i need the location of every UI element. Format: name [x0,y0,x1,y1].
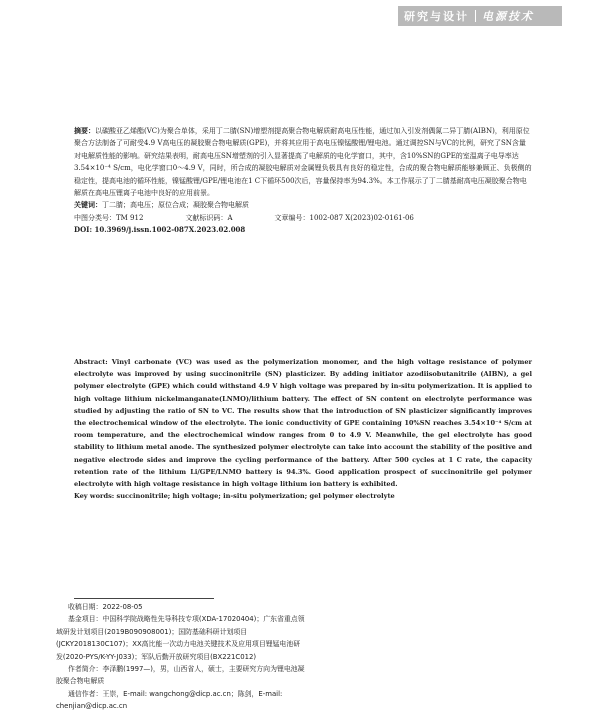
clc-value: TM 912 [116,213,144,222]
english-abstract-block [74,356,532,502]
english-keywords [74,490,532,502]
article-number-label: 文章编号： [274,213,310,222]
chinese-abstract-label: 摘要： [74,126,95,135]
chinese-keywords-label: 关键词： [74,200,102,210]
classification-row [74,212,532,224]
chinese-abstract-text: 以碳酸亚乙烯酯(VC)为聚合单体，采用丁二腈(SN)增塑剂提高聚合物电解质耐高电压性能，通过加入引发剂偶氮二异丁腈(AIBN)，利用原位聚合方法制备了可耐受4.9 V高电压的凝胶聚合物电解质(GPE)，并将其应用于高电压镍锰酸锂/锂电池。通过调控SN与VC的比例，研究了SN含量对电解质性能的影响。研究结果表明，耐高电压SN增塑剂的引入显著提高了电解质的电化学窗口，其中，含10%SN的GPE的室温离子电导率达3.54×10⁻⁴ S/cm，电化学窗口0～4.9 V，同时，所合成的凝胶电解质对金属锂负极具有良好的稳定性，合成的聚合物电解质能够兼顾正、负极侧的稳定性，提高电池的循环性能，镍锰酸锂/GPE/锂电池在1 C下循环500次后，容量保持率为94.3%。本工作展示了丁二腈基耐高电压凝胶聚合物电解质在高电压锂离子电池中良好的应用前景。 [74,127,532,198]
document-code-label: 文献标识码： [185,213,228,222]
doi-line [74,224,532,236]
clc-number [74,212,143,224]
footnote-received: 收稿日期：2022-08-05 [68,603,143,611]
header-section-title: 研究与设计 [404,10,469,23]
english-abstract-label: Abstract: [74,358,108,366]
chinese-keywords [74,199,532,211]
running-header [398,6,562,26]
clc-label: 中图分类号： [74,213,116,222]
doi-label: DOI: [74,225,93,235]
footnotes-block [56,601,306,713]
footnote-author-bio: 作者简介：李泽鹏(1997—)，男，山西省人，硕士，主要研究方向为锂电池凝胶聚合物电解质 [56,665,305,686]
english-keywords-label: Key words: [74,492,115,501]
chinese-abstract [74,125,532,199]
header-divider [475,10,476,22]
article-number-value: 1002-087 X(2023)02-0161-06 [309,213,414,222]
english-abstract [74,356,532,490]
footnote-funding: 基金项目：中国科学院战略性先导科技专项(XDA-17020404)；广东省重点领域研发计划项目(2019B090908001)；国防基础科研计划项目(JCKY2018130C107)；XX高比能一次动力电池关键技术及应用项目锂锰电池研发(2020-PYS/K-YY-J033)；军队后勤开放研究项目(BX221C012) [56,615,305,661]
english-abstract-text: Vinyl carbonate (VC) was used as the polymerization monomer, and the high voltage resistance of polymer electrolyte was improved by using succinonitrile (SN) plasticizer. By adding initiator azodiisobutanitrile (AIBN), a gel polymer electrolyte (GPE) which could withstand 4.9 V high voltage was prepared by in-situ polymerization. It is applied to high voltage lithium nickelmanganate(LNMO)/lithium battery. The effect of SN content on electrolyte performance was studied by adjusting the ratio of SN to VC. The results show that the introduction of SN plasticizer significantly improves the electrochemical window of the electrolyte. The ionic conductivity of GPE containing 10%SN reaches 3.54×10⁻⁴ S/cm at room temperature, and the electrochemical window ranges from 0 to 4.9 V. Meanwhile, the gel electrolyte has good stability to lithium metal anode. The synthesized polymer electrolyte can take into account the stability of the positive and negative electrode sides and improve the cycling performance of the battery. After 500 cycles at 1 C rate, the capacity retention rate of the lithium Li/GPE/LNMO battery is 94.3%. Good application prospect of succinonitrile gel polymer electrolyte with high voltage resistance in high voltage lithium ion battery is exhibited. [74,358,532,489]
doi-value: 10.3969/j.issn.1002-087X.2023.02.008 [94,225,246,235]
article-number [275,212,414,224]
header-journal-title: 电源技术 [482,10,534,23]
chinese-keywords-text: 丁二腈；高电压；原位合成；凝胶聚合物电解质 [102,201,249,210]
document-code-value: A [227,213,233,222]
english-keywords-text: succinonitrile; high voltage; in-situ polymerization; gel polymer electrolyte [116,492,395,501]
footnote-corresponding: 通信作者：王崇，E-mail: wangchong@dicp.ac.cn；陈剑，E-mail: chenjian@dicp.ac.cn [56,689,283,711]
chinese-abstract-block [74,125,532,237]
footnote-divider [74,598,214,599]
document-code [185,212,232,224]
